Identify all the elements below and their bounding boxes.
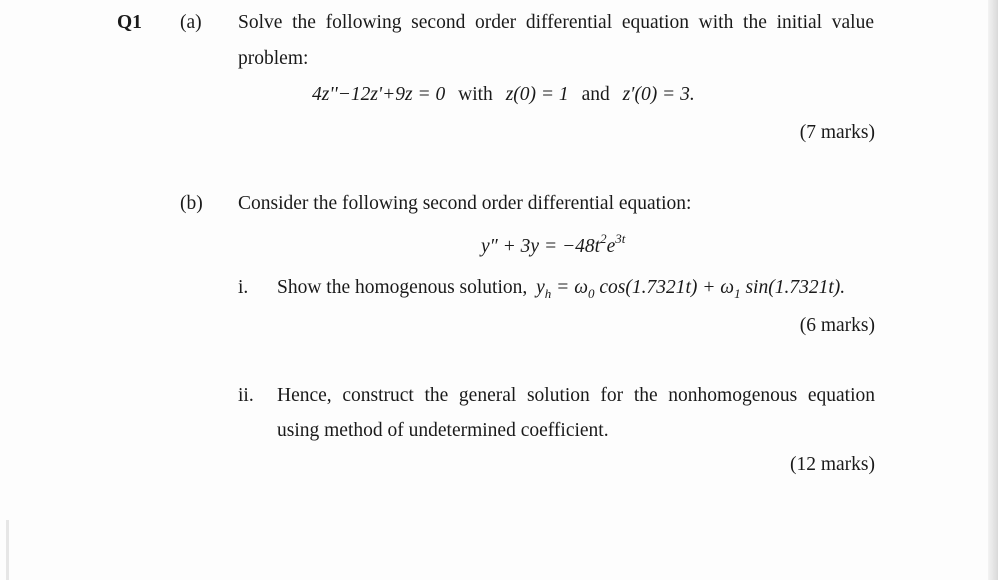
part-a-equation-line: [312, 84, 695, 106]
part-b-exponent-t: 2: [600, 230, 607, 246]
sub-ii-line2: using method of undetermined coefficient.: [277, 420, 609, 441]
part-b-e: e: [606, 236, 616, 257]
page-edge-shadow: [988, 0, 998, 580]
eq-part-3: sin(1.7321t).: [740, 277, 846, 298]
sub-ii-label: ii.: [238, 385, 254, 406]
part-a-text-line1: Solve the following second order differential equation with the initial value: [238, 12, 874, 33]
w1-subscript: 1: [734, 285, 741, 301]
initial-condition-2: z′(0) = 3.: [622, 84, 695, 105]
yh-subscript: h: [544, 285, 552, 301]
sub-i-label: i.: [238, 277, 249, 298]
eq-part-1: = ω: [551, 277, 588, 298]
eq-part-2: cos(1.7321t) + ω: [594, 277, 735, 298]
sub-ii-marks: (12 marks): [789, 454, 875, 475]
sub-ii-line1: Hence, construct the general solution for the nonhomogenous equation: [277, 385, 875, 406]
part-a-label: (a): [180, 12, 202, 33]
yh-symbol: y: [536, 277, 545, 298]
and-word: and: [581, 84, 610, 105]
question-number: Q1: [117, 12, 142, 33]
part-b-exponent-e: 3t: [615, 230, 626, 246]
part-b-label: (b): [180, 193, 203, 214]
part-b-intro: Consider the following second order differential equation:: [238, 193, 692, 214]
sub-i-marks: (6 marks): [799, 315, 875, 336]
part-a-marks: (7 marks): [799, 122, 875, 143]
initial-condition-1: z(0) = 1: [505, 84, 569, 105]
part-b-equation-lhs: y″ + 3y = −48t: [481, 236, 601, 257]
part-b-equation: [481, 230, 626, 258]
part-a-text-line2: problem:: [238, 48, 309, 69]
homogenous-solution-equation: [536, 277, 846, 301]
part-a-equation: 4z''−12z'+9z = 0: [312, 84, 446, 105]
sub-i-text: Show the homogenous solution,: [277, 277, 528, 298]
with-word: with: [458, 84, 493, 105]
sub-i-text-line: [277, 277, 845, 299]
w0-subscript: 0: [587, 285, 595, 301]
page-edge-mark: [6, 520, 9, 580]
